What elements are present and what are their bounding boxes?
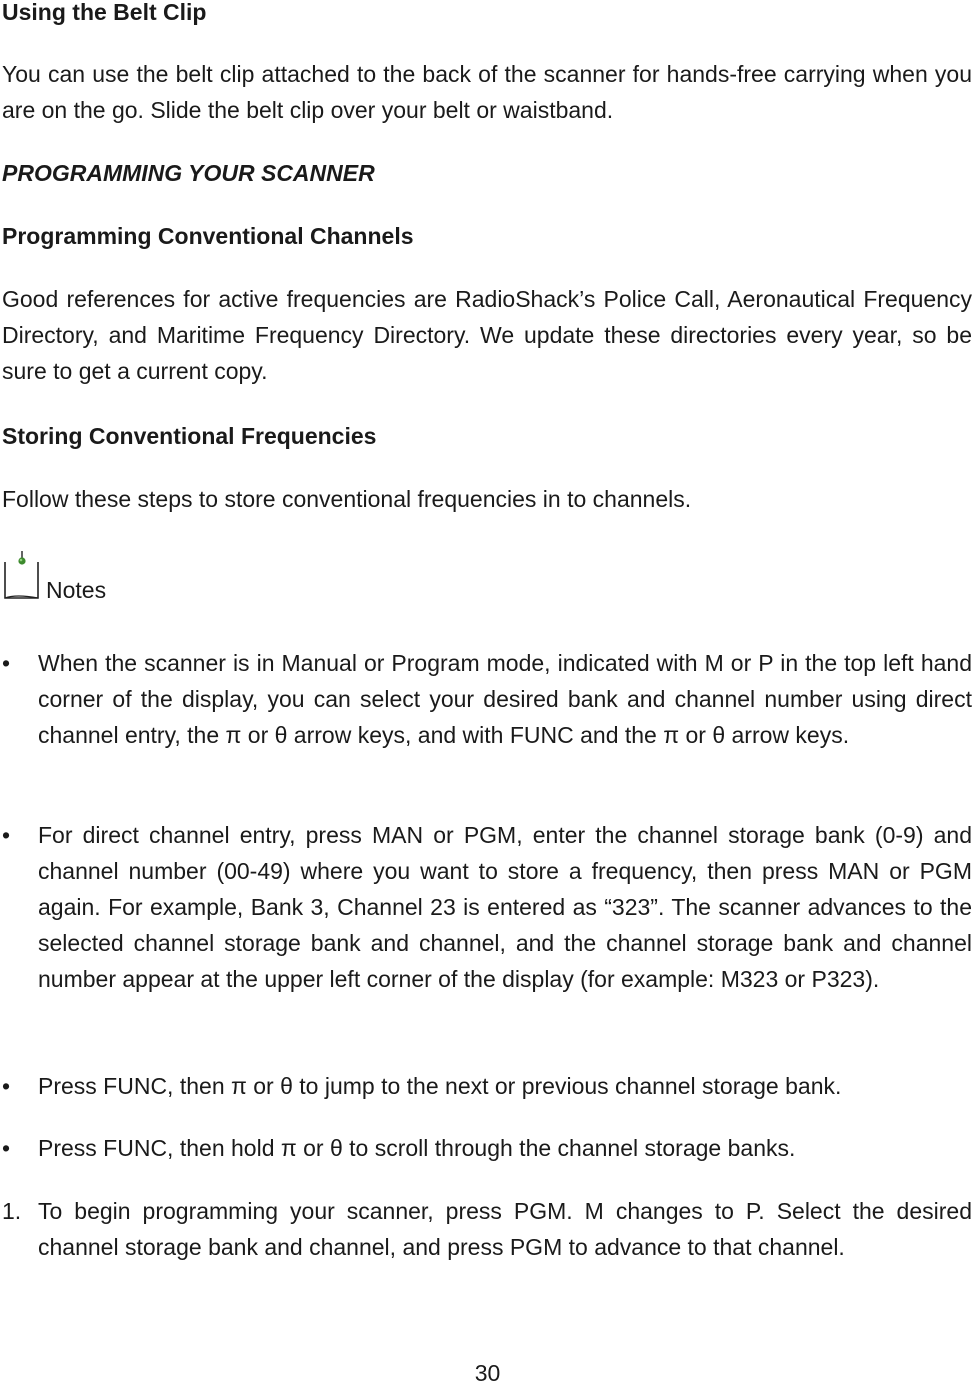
note-item-text: For direct channel entry, press MAN or PGM, enter the channel storage bank (0-9) and channel number (00-49) where you want to store a frequency, then press MAN or PGM again. For example, Bank 3, Channel 23 is entered as “323”. The scanner advances to the selected channel storage bank and channel, and the channel storage bank and channel number appear at the upper left corner of the display (for example: M323 or P323). [38,822,972,992]
storing-frequencies-paragraph: Follow these steps to store conventional frequencies in to channels. [2,486,692,512]
note-item [0,1130,972,1166]
programming-section-heading: PROGRAMMING YOUR SCANNER [2,160,375,186]
bullet-marker: • [2,1135,11,1161]
notes-label: Notes [46,577,107,603]
conventional-channels-heading: Programming Conventional Channels [2,223,414,249]
note-icon [2,548,42,604]
bullet-marker: • [2,650,11,676]
bullet-marker: • [2,1073,11,1099]
step-number: 1. [2,1198,22,1224]
notes-header [2,548,202,604]
step-item [0,1193,972,1265]
storing-frequencies-heading: Storing Conventional Frequencies [2,423,377,449]
step-text: To begin programming your scanner, press PGM. M changes to P. Select the desired channel storage bank and channel, and press PGM to advance to that channel. [38,1198,972,1260]
note-item [0,645,972,753]
bullet-marker: • [2,822,11,848]
conventional-channels-paragraph: Good references for active frequencies are RadioShack’s Police Call, Aeronautical Frequency Directory, and Maritime Frequency Directory. We update these directories every year, so be sure to get a current copy. [2,286,972,384]
note-item [0,1068,972,1104]
note-item [0,817,972,997]
note-item-text: Press FUNC, then π or θ to jump to the next or previous channel storage bank. [38,1073,842,1099]
belt-clip-heading: Using the Belt Clip [2,0,207,25]
note-item-text: Press FUNC, then hold π or θ to scroll through the channel storage banks. [38,1135,796,1161]
belt-clip-paragraph: You can use the belt clip attached to the back of the scanner for hands-free carrying when you are on the go. Slide the belt clip over your belt or waistband. [2,61,972,123]
page-number: 30 [474,1360,501,1386]
note-item-text: When the scanner is in Manual or Program mode, indicated with M or P in the top left hand corner of the display, you can select your desired bank and channel number using direct channel entry, the π or θ arrow keys, and with FUNC and the π or θ arrow keys. [38,650,972,748]
